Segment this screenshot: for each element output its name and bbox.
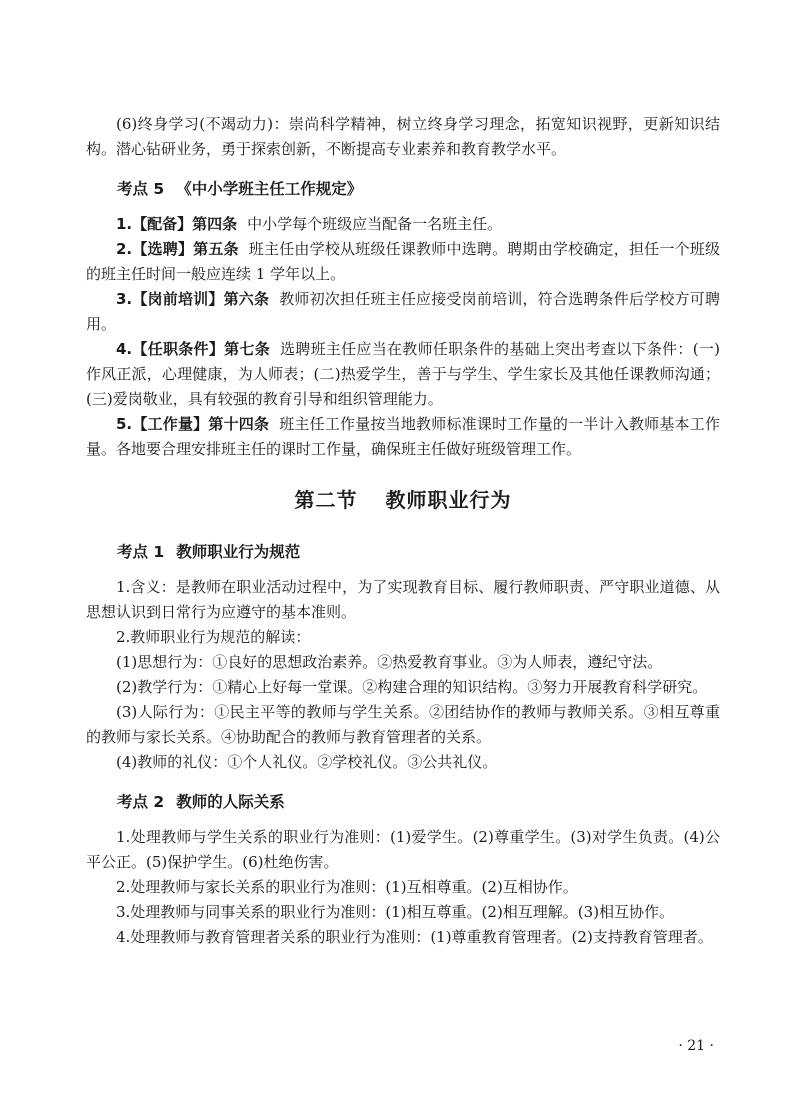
paragraph: 4.处理教师与教育管理者关系的职业行为准则：(1)尊重教育管理者。(2)支持教育管理者。 (116, 928, 713, 946)
paragraph: (4)教师的礼仪：①个人礼仪。②学校礼仪。③公共礼仪。 (116, 753, 498, 771)
item-text: 中小学每个班级应当配备一名班主任。 (247, 215, 503, 233)
paragraph: (2)教学行为：①精心上好每一堂课。②构建合理的知识结构。③努力开展教育科学研究。 (116, 678, 708, 696)
item-prefix: 3.【岗前培训】 (116, 290, 224, 308)
list-item (86, 212, 720, 237)
kaodian-5-heading (86, 176, 720, 202)
kaodian-number: 考点 1 (117, 543, 165, 561)
paragraph: 2.处理教师与家长关系的职业行为准则：(1)互相尊重。(2)互相协作。 (116, 878, 578, 896)
section-number: 第二节 (294, 488, 358, 512)
list-item (86, 412, 720, 462)
kaodian-number: 考点 5 (117, 180, 165, 198)
page-number: · 21 · (678, 1038, 714, 1054)
item-text: 选聘班主任应当在教师任职条件的基础上突出考查以下条件：(一)作风正派，心理健康，为人师表；(二)热爱学生，善于与学生、学生家长及其他任课教师沟通；(三)爱岗敬业，具有较强的教育引导和组织管理能力。 (86, 340, 720, 408)
kaodian-title: 教师的人际关系 (176, 793, 285, 811)
paragraph: (3)人际行为：①民主平等的教师与学生关系。②团结协作的教师与教师关系。③相互尊重的教师与家长关系。④协助配合的教师与教育管理者的关系。 (86, 703, 720, 746)
list-item (86, 337, 720, 412)
item-article: 第十四条 (208, 415, 270, 433)
item-text: 班主任工作量按当地教师标准课时工作量的一半计入教师基本工作量。各地要合理安排班主任的课时工作量，确保班主任做好班级管理工作。 (86, 415, 720, 458)
list-item (86, 287, 720, 337)
item-prefix: 2.【选聘】 (116, 240, 194, 258)
section-name: 教师职业行为 (385, 488, 512, 512)
item-article: 第五条 (193, 240, 239, 258)
kaodian-number: 考点 2 (117, 793, 165, 811)
item-article: 第四条 (192, 215, 238, 233)
paragraph-lifelong-learning: (6)终身学习(不竭动力)：崇尚科学精神，树立终身学习理念，拓宽知识视野，更新知识结构。潜心钻研业务，勇于探索创新，不断提高专业素养和教育教学水平。 (86, 115, 720, 158)
kaodian-title: 《中小学班主任工作规定》 (176, 180, 363, 198)
item-article: 第七条 (224, 340, 270, 358)
paragraph: 1.处理教师与学生关系的职业行为准则：(1)爱学生。(2)尊重学生。(3)对学生负责。(4)公平公正。(5)保护学生。(6)杜绝伤害。 (86, 828, 720, 871)
item-prefix: 5.【工作量】 (116, 415, 209, 433)
list-item (86, 237, 720, 287)
kaodian-1-heading (86, 539, 720, 565)
item-prefix: 4.【任职条件】 (116, 340, 225, 358)
kaodian-title: 教师职业行为规范 (176, 543, 301, 561)
item-text: 班主任由学校从班级任课教师中选聘。聘期由学校确定，担任一个班级的班主任时间一般应连续 1 学年以上。 (86, 240, 720, 283)
item-prefix: 1.【配备】 (116, 215, 193, 233)
section-title (86, 484, 720, 513)
kaodian-2-heading (86, 789, 720, 815)
paragraph: 1.含义：是教师在职业活动过程中，为了实现教育目标、履行教师职责、严守职业道德、从思想认识到日常行为应遵守的基本准则。 (86, 578, 720, 621)
paragraph: (1)思想行为：①良好的思想政治素养。②热爱教育事业。③为人师表，遵纪守法。 (116, 653, 663, 671)
paragraph: 3.处理教师与同事关系的职业行为准则：(1)相互尊重。(2)相互理解。(3)相互协作。 (116, 903, 675, 921)
item-article: 第六条 (223, 290, 270, 308)
page-content (86, 112, 720, 950)
paragraph: 2.教师职业行为规范的解读： (116, 628, 311, 646)
item-text: 教师初次担任班主任应接受岗前培训，符合选聘条件后学校方可聘用。 (86, 290, 720, 333)
